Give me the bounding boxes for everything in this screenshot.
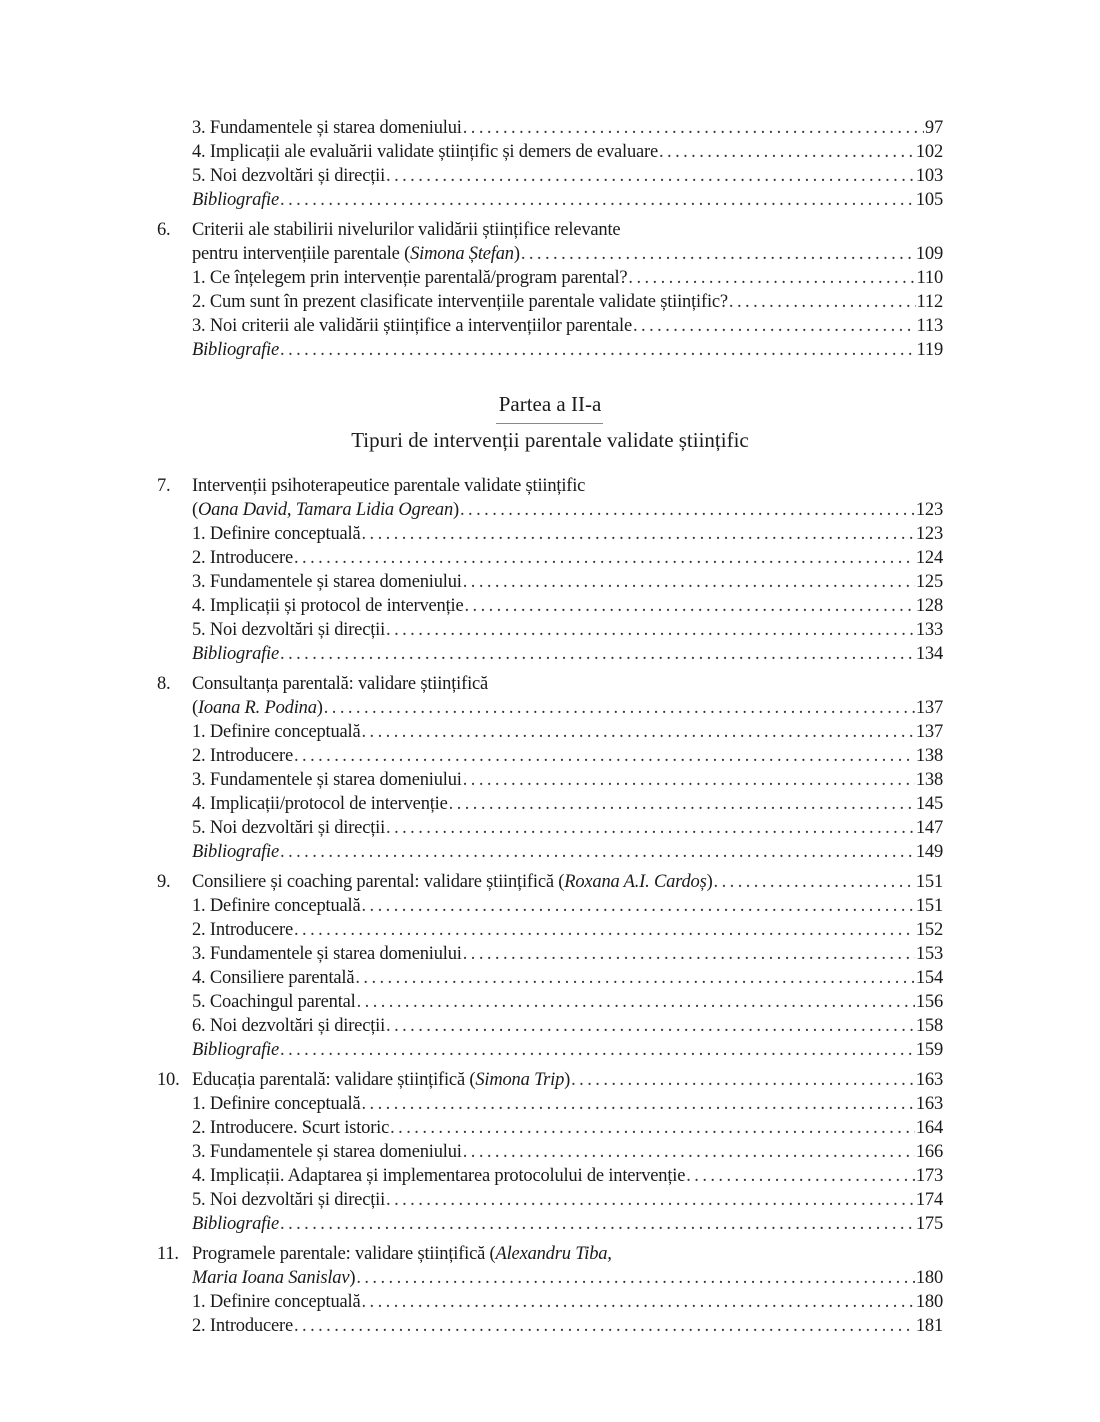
page-number: 175: [915, 1214, 943, 1234]
toc-entry[interactable]: 1. Definire conceptuală . . . 137: [157, 720, 943, 744]
toc-entry[interactable]: 5. Coachingul parental . . . 156: [157, 990, 943, 1014]
toc-entry[interactable]: 5. Noi dezvoltări și direcții . . . 147: [157, 816, 943, 840]
part-divider: [496, 423, 603, 424]
toc-entry-bibliography[interactable]: Bibliografie . . . 149: [157, 840, 943, 864]
chapter-number: 9.: [157, 872, 171, 892]
page-number: 123: [915, 524, 943, 544]
page-number: 159: [915, 1040, 943, 1060]
page-number: 164: [915, 1118, 943, 1138]
toc-entry[interactable]: 3. Fundamentele și starea domeniului . . . 125: [157, 570, 943, 594]
toc-entry-bibliography[interactable]: Bibliografie . . . 119: [157, 338, 943, 362]
chapter-title-cont[interactable]: (Ioana R. Podina) . . . 137: [157, 696, 943, 720]
page-number: 103: [915, 166, 943, 186]
toc-entry[interactable]: 4. Implicații ale evaluării validate științific și demers de evaluare . . . 102: [157, 140, 943, 164]
chapter-title[interactable]: 7. Intervenții psihoterapeutice parentale validate științific: [157, 476, 586, 496]
toc-entry[interactable]: 6. Noi dezvoltări și direcții . . . 158: [157, 1014, 943, 1038]
chapter-7: [157, 474, 943, 666]
chapter-11: [157, 1242, 943, 1338]
page-number: 134: [915, 644, 943, 664]
page-number: 174: [915, 1190, 943, 1210]
chapter-10: [157, 1068, 943, 1236]
toc-entry[interactable]: 3. Fundamentele și starea domeniului . . . 138: [157, 768, 943, 792]
page-number: 125: [915, 572, 943, 592]
toc-entry[interactable]: 4. Implicații. Adaptarea și implementarea protocolului de intervenție . . . 173: [157, 1164, 943, 1188]
chapter-authors: Oana David, Tamara Lidia Ogrean: [197, 500, 454, 520]
toc-entry-bibliography[interactable]: Bibliografie . . . 159: [157, 1038, 943, 1062]
toc-entry[interactable]: 1. Definire conceptuală . . . 163: [157, 1092, 943, 1116]
chapter-title-cont[interactable]: pentru intervențiile parentale (Simona Ștefan) . . . 109: [157, 242, 943, 266]
toc-entry[interactable]: 1. Definire conceptuală . . . 123: [157, 522, 943, 546]
chapter-title[interactable]: 6. Criterii ale stabilirii nivelurilor validării științifice relevante: [157, 220, 621, 240]
toc-entry[interactable]: 2. Introducere . . . 181: [157, 1314, 943, 1338]
page-number: 145: [915, 794, 943, 814]
page-number: 137: [915, 722, 943, 742]
chapter-number: 10.: [157, 1070, 180, 1090]
page-number: 128: [915, 596, 943, 616]
chapter-authors: Simona Trip: [475, 1070, 565, 1090]
toc-entry[interactable]: 5. Noi dezvoltări și direcții . . . 174: [157, 1188, 943, 1212]
chapter-authors: Simona Ștefan: [410, 244, 514, 264]
chapter-number: 6.: [157, 220, 171, 240]
toc-entry[interactable]: 5. Noi dezvoltări și direcții . . . 133: [157, 618, 943, 642]
chapter-title-cont[interactable]: Maria Ioana Sanislav) . . . 180: [157, 1266, 943, 1290]
chapter-number: 8.: [157, 674, 171, 694]
toc-entry[interactable]: 3. Fundamentele și starea domeniului . . . 166: [157, 1140, 943, 1164]
page-number: 154: [915, 968, 943, 988]
chapter-number: 7.: [157, 476, 171, 496]
page-number: 158: [915, 1016, 943, 1036]
toc-entry[interactable]: 5. Noi dezvoltări și direcții . . . 103: [157, 164, 943, 188]
chapter-title[interactable]: 10. Educația parentală: validare științifică (Simona Trip) . . . 163: [157, 1068, 943, 1092]
page-number: 149: [915, 842, 943, 862]
page-number: 119: [916, 340, 943, 360]
toc-entry[interactable]: 2. Introducere . . . 124: [157, 546, 943, 570]
chapter-authors: Ioana R. Podina: [197, 698, 317, 718]
page-number: 180: [915, 1268, 943, 1288]
toc-entry[interactable]: 2. Cum sunt în prezent clasificate intervențiile parentale validate științific? . . . 112: [157, 290, 943, 314]
page-number: 113: [916, 316, 943, 336]
chapter-authors: Alexandru Tiba,: [495, 1244, 612, 1264]
toc-entry[interactable]: 4. Implicații și protocol de intervenție . . . 128: [157, 594, 943, 618]
page-number: 110: [916, 268, 943, 288]
part-subtitle: Tipuri de intervenții parentale validate științific: [351, 428, 749, 452]
page-number: 138: [915, 770, 943, 790]
toc-entry-bibliography[interactable]: Bibliografie . . . 175: [157, 1212, 943, 1236]
toc-entry[interactable]: 3. Fundamentele și starea domeniului . . . 153: [157, 942, 943, 966]
toc-entry[interactable]: 3. Fundamentele și starea domeniului . . . 97: [157, 116, 943, 140]
page-number: 124: [915, 548, 943, 568]
chapter-title-cont[interactable]: (Oana David, Tamara Lidia Ogrean) . . . 123: [157, 498, 943, 522]
page-number: 163: [915, 1094, 943, 1114]
page-number: 137: [915, 698, 943, 718]
page-number: 151: [915, 872, 943, 892]
chapter-authors: Maria Ioana Sanislav: [192, 1268, 350, 1288]
page-number: 97: [924, 118, 943, 138]
page-number: 151: [915, 896, 943, 916]
toc-entry[interactable]: 3. Noi criterii ale validării științifice a intervențiilor parentale . . . 113: [157, 314, 943, 338]
page-number: 147: [915, 818, 943, 838]
toc-entry[interactable]: 4. Consiliere parentală . . . 154: [157, 966, 943, 990]
page-number: 102: [915, 142, 943, 162]
page-number: 166: [915, 1142, 943, 1162]
page-number: 123: [915, 500, 943, 520]
toc-entry[interactable]: 1. Definire conceptuală . . . 180: [157, 1290, 943, 1314]
toc-entry[interactable]: 4. Implicații/protocol de intervenție . . . 145: [157, 792, 943, 816]
chapter-authors: Roxana A.I. Cardoș: [564, 872, 707, 892]
page-number: 109: [915, 244, 943, 264]
toc-entry-bibliography[interactable]: Bibliografie . . . 105: [157, 188, 943, 212]
page-number: 153: [915, 944, 943, 964]
toc-entry[interactable]: 2. Introducere . . . 152: [157, 918, 943, 942]
toc-block-part2: [157, 474, 943, 1338]
toc-block-top: [157, 116, 943, 362]
page-number: 180: [915, 1292, 943, 1312]
page-number: 152: [915, 920, 943, 940]
page-number: 181: [915, 1316, 943, 1336]
page-number: 156: [915, 992, 943, 1012]
toc-entry[interactable]: 2. Introducere . . . 138: [157, 744, 943, 768]
page-number: 138: [915, 746, 943, 766]
chapter-number: 11.: [157, 1244, 179, 1264]
page-number: 163: [915, 1070, 943, 1090]
toc-entry[interactable]: 2. Introducere. Scurt istoric . . . 164: [157, 1116, 943, 1140]
chapter-title[interactable]: 11. Programele parentale: validare științifică (Alexandru Tiba,: [157, 1244, 612, 1264]
page-number: 112: [916, 292, 943, 312]
toc-entry-bibliography[interactable]: Bibliografie . . . 134: [157, 642, 943, 666]
page-number: 133: [915, 620, 943, 640]
chapter-8: [157, 672, 943, 864]
page-number: 105: [915, 190, 943, 210]
chapter-6: [157, 218, 943, 362]
chapter-title[interactable]: 8. Consultanța parentală: validare științifică: [157, 674, 489, 694]
chapter-9: [157, 870, 943, 1062]
toc-entry[interactable]: 1. Ce înțelegem prin intervenție parentală/program parental? . . . 110: [157, 266, 943, 290]
page-number: 173: [915, 1166, 943, 1186]
toc-entry[interactable]: 1. Definire conceptuală . . . 151: [157, 894, 943, 918]
chapter-title[interactable]: 9. Consiliere și coaching parental: validare științifică (Roxana A.I. Cardoș) . . . 151: [157, 870, 943, 894]
part-title: Partea a II-a: [498, 392, 602, 416]
